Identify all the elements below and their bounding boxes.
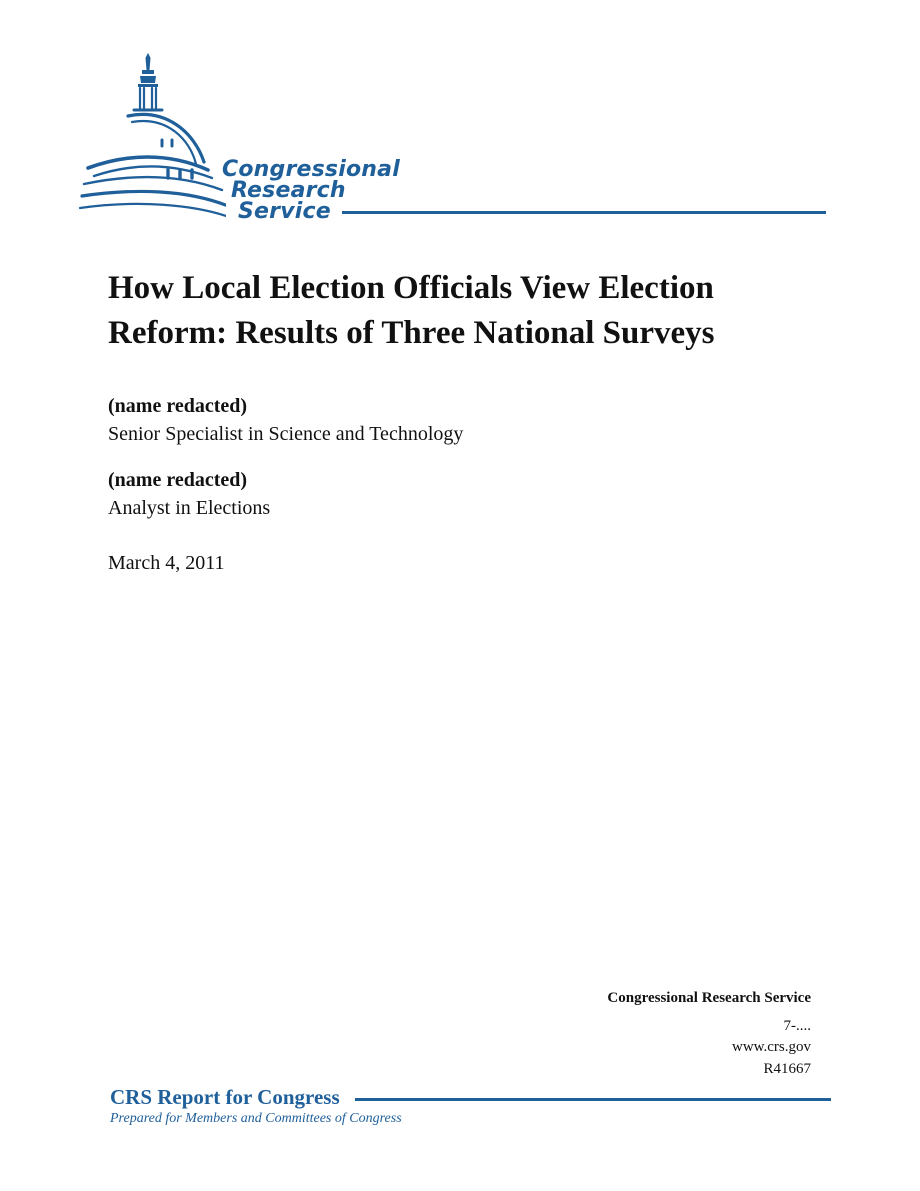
footer-subtitle: Prepared for Members and Committees of Congress [110, 1111, 402, 1126]
footer-title: CRS Report for Congress [110, 1085, 340, 1109]
report-title-line1: How Local Election Officials View Election [108, 270, 714, 306]
author-1-role: Senior Specialist in Science and Technology [108, 423, 464, 445]
capitol-dome-icon [76, 50, 226, 220]
info-report-id: R41667 [763, 1061, 811, 1077]
report-title-line2: Reform: Results of Three National Surveys [108, 315, 715, 351]
report-title [108, 266, 828, 356]
logo-text-service: Service [238, 199, 331, 224]
info-phone-number: 7-.... [783, 1018, 811, 1034]
logo-text-research: Research [231, 178, 346, 203]
info-organization: Congressional Research Service [607, 990, 811, 1006]
info-website: www.crs.gov [731, 1039, 811, 1055]
author-2-name: (name redacted) [108, 469, 248, 491]
author-1-name: (name redacted) [108, 395, 248, 417]
author-2-role: Analyst in Elections [108, 497, 271, 519]
logo-rule [342, 211, 826, 214]
report-date: March 4, 2011 [108, 552, 225, 574]
footer-rule [355, 1098, 831, 1101]
logo-text-congressional: Congressional [222, 157, 400, 182]
